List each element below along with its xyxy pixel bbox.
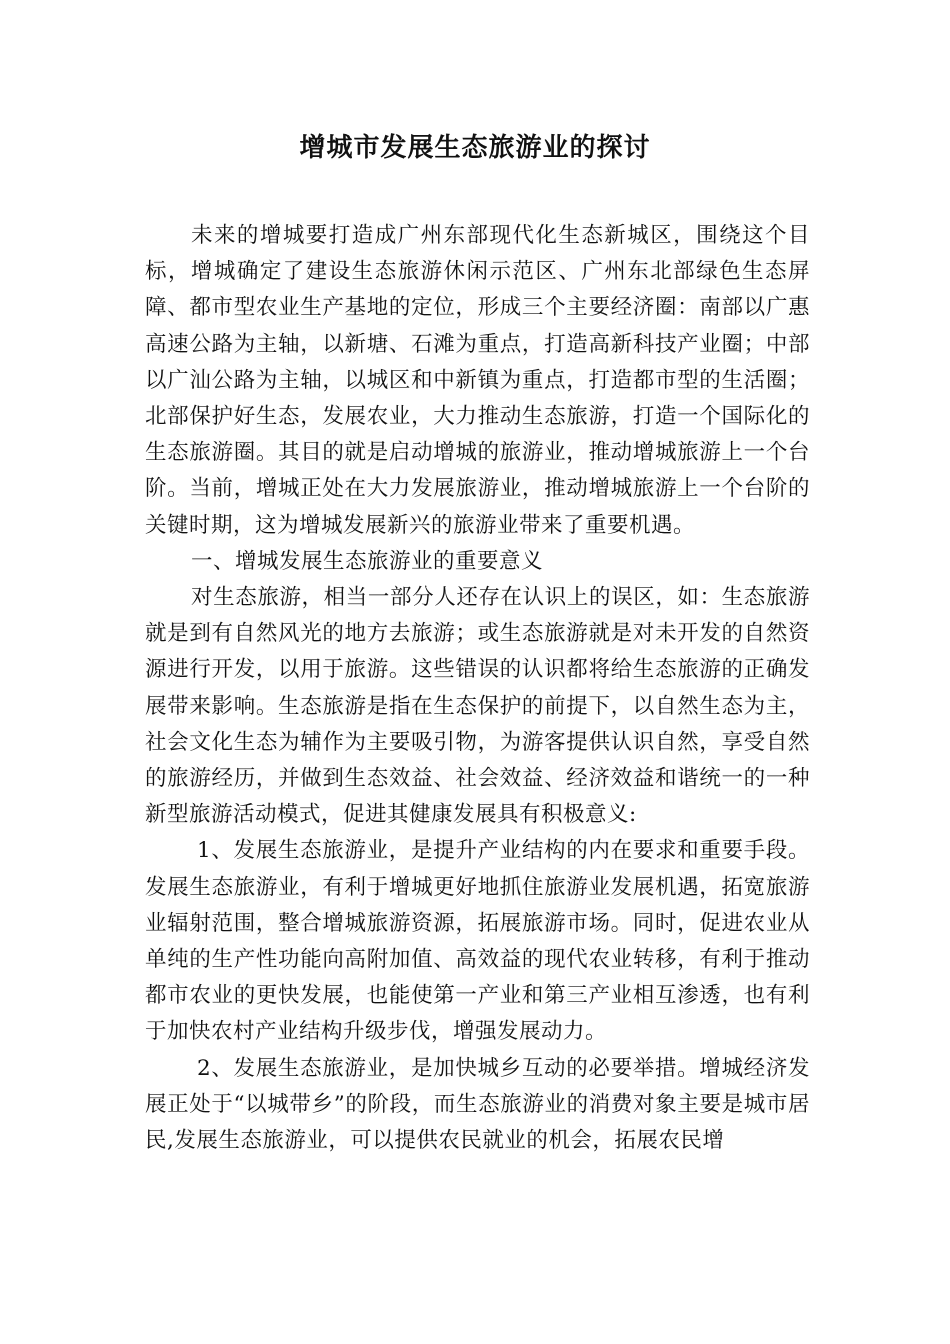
paragraph-definition: 对生态旅游，相当一部分人还存在认识上的误区，如：生态旅游就是到有自然风光的地方去旅游；或生态旅游就是对未开发的自然资源进行开发，以用于旅游。这些错误的认识都将给生态旅游的正确发展带来影响。生态旅游是指在生态保护的前提下，以自然生态为主，社会文化生态为辅作为主要吸引物，为游客提供认识自然，享受自然的旅游经历，并做到生态效益、社会效益、经济效益和谐统一的一种新型旅游活动模式，促进其健康发展具有积极意义: — [145, 585, 810, 828]
document-title: 增城市发展生态旅游业的探讨 — [299, 133, 651, 163]
paragraph-point-2: 2、发展生态旅游业，是加快城乡互动的必要举措。增城经济发展正处于“以城带乡”的阶段，而生态旅游业的消费对象主要是城市居民,发展生态旅游业，可以提供农民就业的机会，拓展农民增 — [145, 1055, 810, 1154]
document-body — [145, 218, 810, 1159]
section-heading-1: 一、增城发展生态旅游业的重要意义 — [191, 548, 544, 574]
paragraph-point-1: 1、发展生态旅游业，是提升产业结构的内在要求和重要手段。发展生态旅游业，有利于增城更好地抓住旅游业发展机遇，拓宽旅游业辐射范围，整合增城旅游资源，拓展旅游市场。同时，促进农业从单纯的生产性功能向高附加值、高效益的现代农业转移，有利于推动都市农业的更快发展，也能使第一产业和第三产业相互渗透，也有利于加快农村产业结构升级步伐，增强发展动力。 — [145, 838, 810, 1045]
paragraph-intro: 未来的增城要打造成广州东部现代化生态新城区，围绕这个目标，增城确定了建设生态旅游休闲示范区、广州东北部绿色生态屏障、都市型农业生产基地的定位，形成三个主要经济圈：南部以广惠高速公路为主轴，以新塘、石滩为重点，打造高新科技产业圈；中部以广汕公路为主轴，以城区和中新镇为重点，打造都市型的生活圈；北部保护好生态，发展农业，大力推动生态旅游，打造一个国际化的生态旅游圈。其目的就是启动增城的旅游业，推动增城旅游上一个台阶。当前，增城正处在大力发展旅游业，推动增城旅游上一个台阶的关键时期，这为增城发展新兴的旅游业带来了重要机遇。 — [145, 223, 810, 538]
